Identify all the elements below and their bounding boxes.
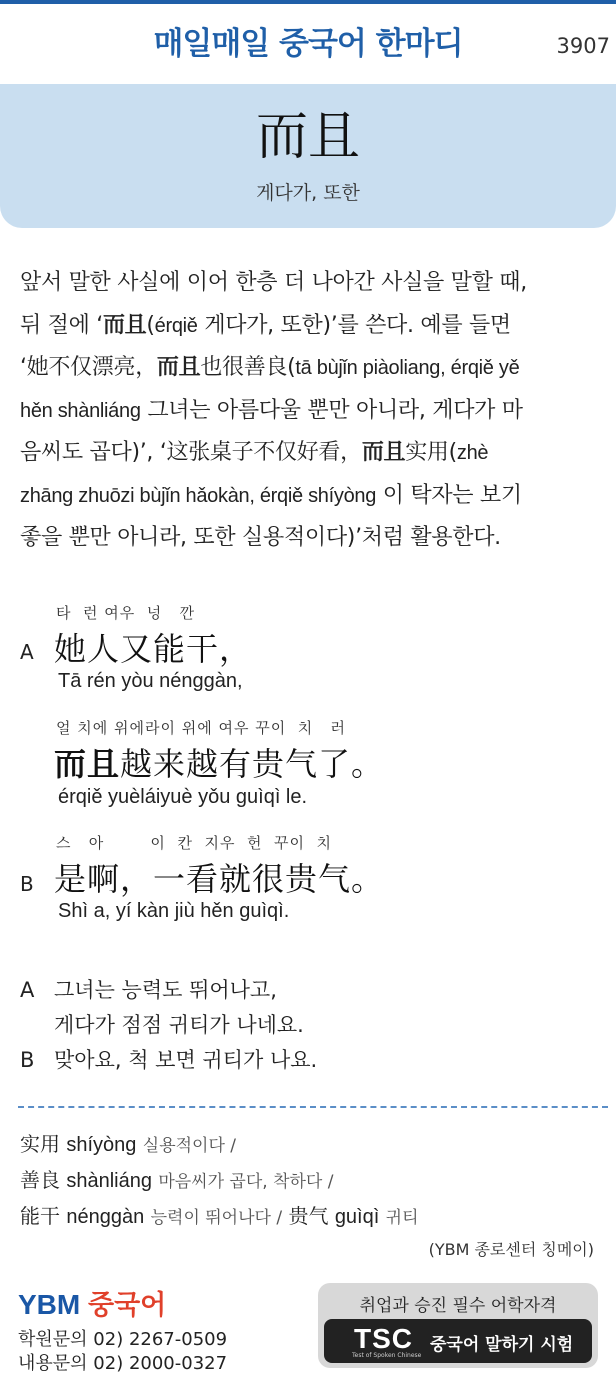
pinyin-line: Shì a, yí kàn jiù hěn guìqì. xyxy=(58,900,290,922)
translation-line: A 그녀는 능력도 뛰어나고, xyxy=(20,973,277,1007)
chinese-sentence: 是啊，一看就很贵气。 xyxy=(54,860,385,898)
explanation-line: hěn shànliáng 그녀는 아름다울 뿐만 아니라, 게다가 마 xyxy=(20,397,523,423)
vocab-item: 能干 nénggàn 능력이 뛰어나다 / 贵气 guìqì 귀티 xyxy=(20,1204,419,1228)
tsc-logo-bar xyxy=(324,1319,592,1363)
explanation-line: ‘她不仅漂亮，而且也很善良(tā bùjǐn piàoliang, érqiě yě xyxy=(20,355,520,380)
translation-line: 게다가 점점 귀티가 나네요. xyxy=(54,1013,304,1037)
speaker-label: A xyxy=(20,978,35,1002)
tsc-tagline: 취업과 승진 필수 어학자격 xyxy=(359,1296,557,1316)
chinese-sentence: 她人又能干， xyxy=(54,630,253,668)
featured-word-meaning: 게다가, 또한 xyxy=(256,182,360,204)
word-header-box xyxy=(0,84,616,228)
series-title: 매일매일 중국어 한마디 xyxy=(153,26,463,62)
tsc-banner xyxy=(318,1283,598,1368)
tsc-subtext: Test of Spoken Chinese xyxy=(352,1352,422,1359)
featured-word: 而且 xyxy=(255,107,360,167)
contact-line: 내용문의 02) 2000-0327 xyxy=(18,1353,228,1374)
explanation-line: 뒤 절에 ‘而且(érqiě 게다가, 또한)’를 쓴다. 예를 들면 xyxy=(20,312,511,338)
pinyin-line: érqiě yuèláiyuè yǒu guìqì le. xyxy=(58,786,308,808)
chinese-sentence: 而且越来越有贵气了。 xyxy=(54,745,385,783)
translation-line: B 맞아요, 척 보면 귀티가 나요. xyxy=(20,1043,317,1077)
tsc-exam-name: 중국어 말하기 시험 xyxy=(430,1335,574,1355)
explanation-line: zhāng zhuōzi bùjǐn hǎokàn, érqiě shíyòng 이 탁자는 보기 xyxy=(20,482,522,508)
episode-number: 3907 xyxy=(556,34,610,58)
vocab-item: 实用 shíyòng 실용적이다 / xyxy=(20,1132,237,1156)
speaker-label: A xyxy=(20,640,34,664)
vocab-item: 善良 shànliáng 마음씨가 곱다, 착하다 / xyxy=(20,1168,334,1192)
speaker-label: B xyxy=(20,1048,35,1072)
explanation-line: 음씨도 곱다)’, ‘这张桌子不仅好看，而且实用(zhè xyxy=(20,440,489,465)
korean-pronunciation: 스 아 이 칸 지우 헌 꾸이 치 xyxy=(56,834,333,852)
explanation-line: 좋을 뿐만 아니라, 또한 실용적이다)’처럼 활용한다. xyxy=(20,525,501,550)
tsc-logo: TSC xyxy=(354,1323,413,1354)
author-credit: (YBM 종로센터 칭메이) xyxy=(428,1240,594,1259)
explanation-line: 앞서 말한 사실에 이어 한층 더 나아간 사실을 말할 때, xyxy=(20,270,527,295)
speaker-label: B xyxy=(20,872,34,896)
section-divider xyxy=(18,1106,608,1108)
korean-pronunciation: 타 런 여우 넝 깐 xyxy=(56,604,196,622)
top-accent-line xyxy=(0,0,616,4)
contact-line: 학원문의 02) 2267-0509 xyxy=(18,1329,228,1350)
pinyin-line: Tā rén yòu nénggàn, xyxy=(58,670,243,692)
korean-pronunciation: 얼 치에 위에라이 위에 여우 꾸이 치 러 xyxy=(56,719,347,737)
explanation-paragraph xyxy=(20,262,608,560)
ybm-logo: YBM 중국어 xyxy=(18,1289,167,1321)
